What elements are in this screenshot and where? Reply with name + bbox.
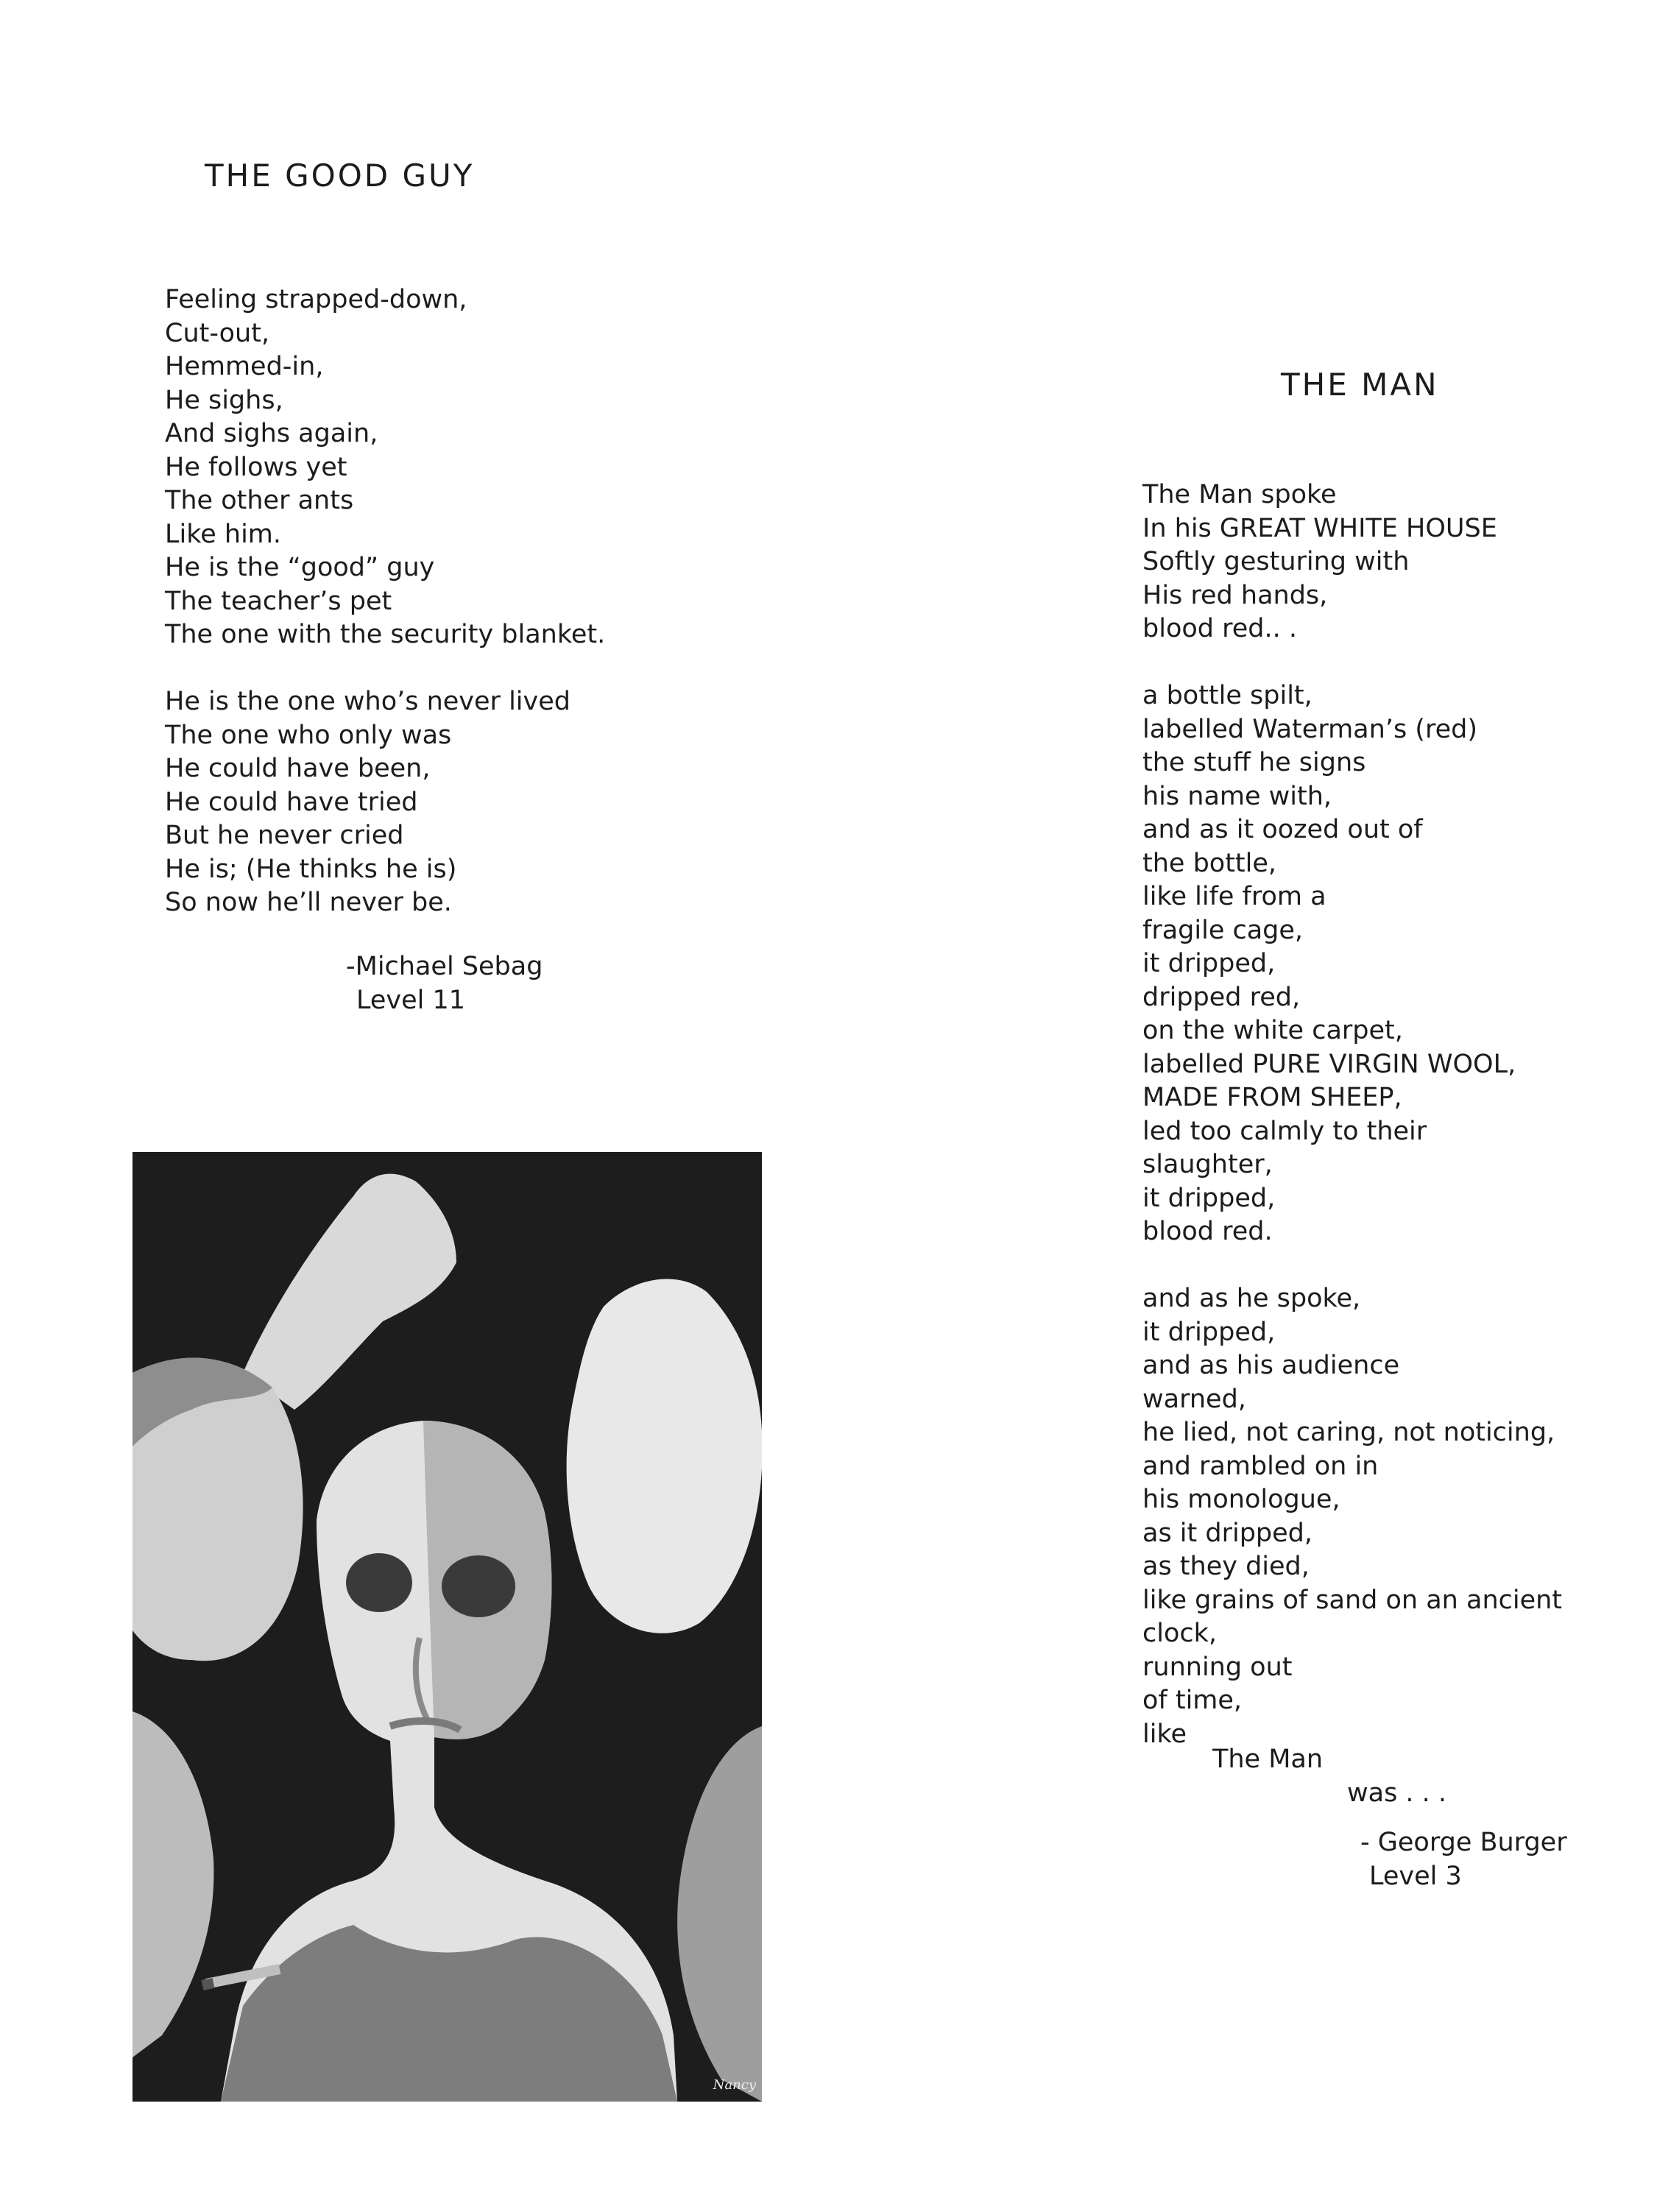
good-guy-poem bbox=[165, 283, 605, 920]
closing-line-2: was . . . bbox=[1347, 1778, 1447, 1808]
poem-line: like life from a bbox=[1142, 882, 1326, 911]
poem-line: The Man spoke bbox=[1142, 480, 1337, 509]
poem-line: and as his audience bbox=[1142, 1351, 1400, 1380]
poem-line: and as it oozed out of bbox=[1142, 815, 1423, 844]
poem-line: clock, bbox=[1142, 1619, 1218, 1648]
poem-line: running out bbox=[1142, 1652, 1293, 1682]
stanza-gap bbox=[165, 652, 605, 686]
poem-line: He is; (He thinks he is) bbox=[165, 854, 457, 884]
poem-line: warned, bbox=[1142, 1384, 1246, 1414]
stanza bbox=[1142, 679, 1562, 1249]
poem-line: like grains of sand on an ancient bbox=[1142, 1585, 1563, 1615]
poem-line: the stuff he signs bbox=[1142, 748, 1366, 777]
painting-illustration bbox=[133, 1152, 762, 2102]
stanza bbox=[165, 283, 605, 652]
poem-line: labelled Waterman’s (red) bbox=[1142, 714, 1477, 744]
poem-line: it dripped, bbox=[1142, 949, 1276, 978]
poem-line: it dripped, bbox=[1142, 1317, 1276, 1347]
poem-line: Cut-out, bbox=[165, 318, 270, 348]
the-man-author: - George Burger bbox=[1360, 1828, 1567, 1857]
poem-line: fragile cage, bbox=[1142, 915, 1304, 945]
the-man-title: THE MAN bbox=[1281, 367, 1439, 403]
poem-line: But he never cried bbox=[165, 821, 404, 850]
poem-line: a bottle spilt, bbox=[1142, 681, 1312, 710]
poem-line: as it dripped, bbox=[1142, 1518, 1313, 1548]
painting-signature: Nancy bbox=[713, 2077, 756, 2093]
the-man-poem bbox=[1142, 478, 1562, 1751]
poem-line: Like him. bbox=[165, 519, 282, 549]
good-guy-level: Level 11 bbox=[356, 986, 466, 1015]
the-man-level: Level 3 bbox=[1369, 1862, 1462, 1891]
good-guy-signature bbox=[346, 950, 543, 1017]
poem-line: He could have been, bbox=[165, 754, 431, 783]
good-guy-title: THE GOOD GUY bbox=[205, 158, 475, 194]
poem-line: MADE FROM SHEEP, bbox=[1142, 1083, 1402, 1112]
poem-line: like bbox=[1142, 1719, 1187, 1749]
poem-line: He follows yet bbox=[165, 452, 347, 482]
poem-line: of time, bbox=[1142, 1686, 1243, 1715]
stanza bbox=[165, 685, 605, 920]
poem-line: In his GREAT WHITE HOUSE bbox=[1142, 513, 1497, 543]
stanza-gap bbox=[1142, 646, 1562, 680]
poem-line: as they died, bbox=[1142, 1552, 1310, 1581]
poem-line: blood red.. . bbox=[1142, 614, 1297, 643]
poem-line: slaughter, bbox=[1142, 1150, 1273, 1179]
poem-line: and as he spoke, bbox=[1142, 1284, 1361, 1313]
stanza-gap bbox=[1142, 1249, 1562, 1283]
painting-icon bbox=[133, 1152, 762, 2102]
poem-line: labelled PURE VIRGIN WOOL, bbox=[1142, 1049, 1516, 1079]
poem-line: Hemmed-in, bbox=[165, 352, 324, 381]
poem-line: He is the one who’s never lived bbox=[165, 687, 570, 716]
the-man-signature bbox=[1360, 1826, 1567, 1893]
poem-line: led too calmly to their bbox=[1142, 1116, 1427, 1146]
poem-line: He could have tried bbox=[165, 787, 418, 817]
poem-line: He sighs, bbox=[165, 385, 283, 415]
poem-line: he lied, not caring, not noticing, bbox=[1142, 1418, 1555, 1447]
poem-line: His red hands, bbox=[1142, 580, 1328, 610]
poem-line: blood red. bbox=[1142, 1217, 1273, 1246]
poem-line: So now he’ll never be. bbox=[165, 888, 452, 917]
stanza bbox=[1142, 1282, 1562, 1751]
poem-line: And sighs again, bbox=[165, 419, 378, 448]
the-man-closing bbox=[1142, 1743, 1446, 1810]
poem-line: the bottle, bbox=[1142, 848, 1277, 878]
good-guy-author: -Michael Sebag bbox=[346, 952, 543, 981]
poem-line: and rambled on in bbox=[1142, 1451, 1379, 1481]
poem-line: Softly gesturing with bbox=[1142, 547, 1410, 576]
poem-line: on the white carpet, bbox=[1142, 1016, 1403, 1045]
poem-line: dripped red, bbox=[1142, 982, 1301, 1012]
closing-line-1: The Man bbox=[1212, 1745, 1324, 1774]
poem-line: The one who only was bbox=[165, 720, 452, 750]
poem-line: He is the “good” guy bbox=[165, 553, 435, 582]
stanza bbox=[1142, 478, 1562, 646]
poem-line: his name with, bbox=[1142, 781, 1332, 811]
poem-line: The other ants bbox=[165, 486, 354, 515]
poem-line: his monologue, bbox=[1142, 1485, 1340, 1514]
poem-line: Feeling strapped-down, bbox=[165, 285, 467, 314]
poem-line: The teacher’s pet bbox=[165, 586, 392, 616]
poem-line: it dripped, bbox=[1142, 1183, 1276, 1213]
poem-line: The one with the security blanket. bbox=[165, 620, 606, 649]
